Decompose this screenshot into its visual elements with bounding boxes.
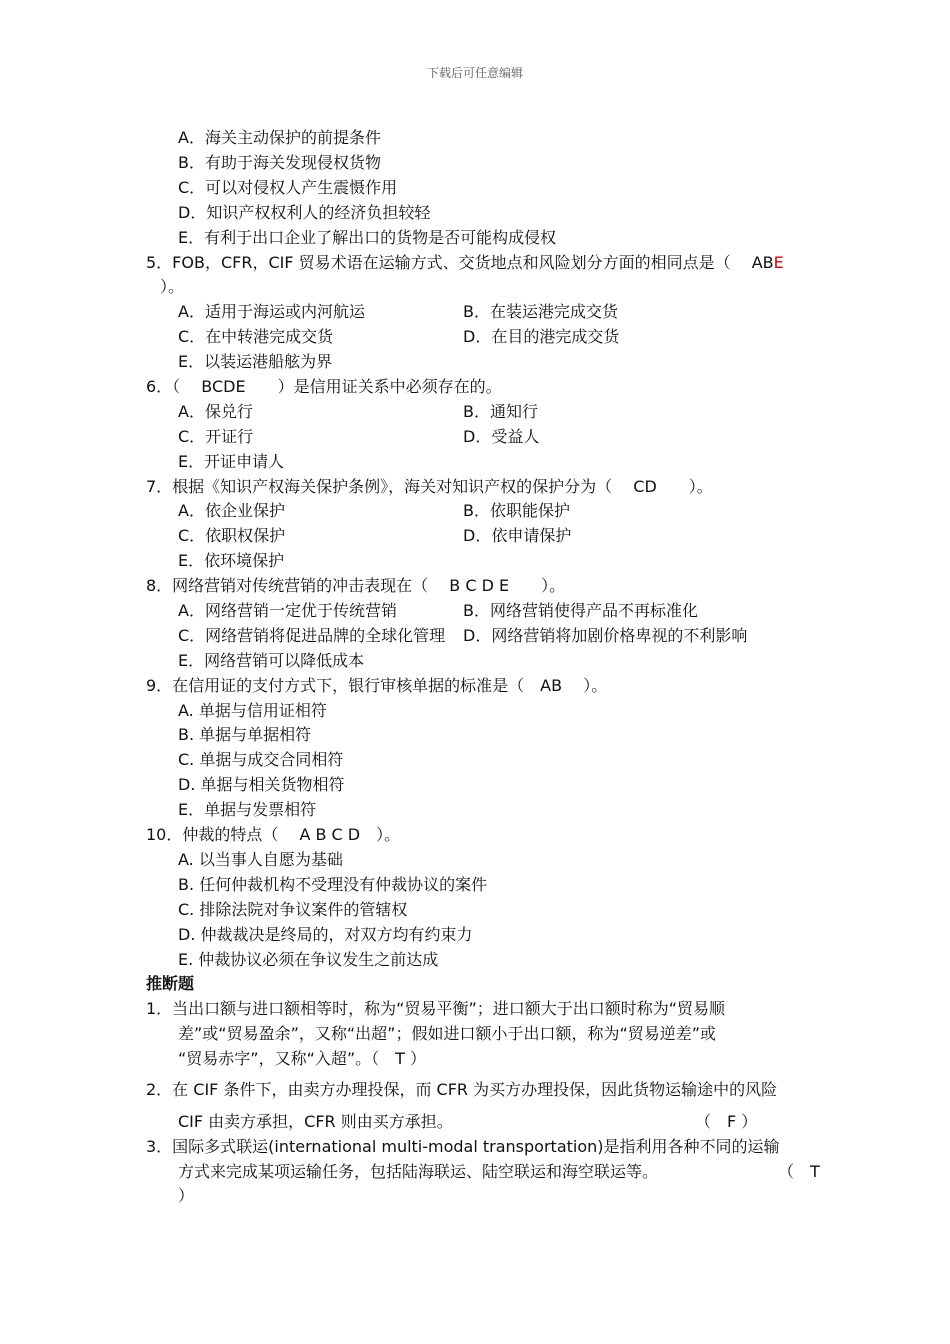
q5-option-c: C．在中转港完成交货: [178, 327, 334, 346]
judgment-section-title: 推断题: [146, 974, 195, 993]
q5-answer-red: E: [773, 253, 784, 272]
q10-option-b: B. 任何仲裁机构不受理没有仲裁协议的案件: [178, 875, 488, 894]
q8-option-e: E．网络营销可以降低成本: [178, 651, 365, 670]
j1-line-1: 1．当出口额与进口额相等时，称为“贸易平衡”；进口额大于出口额时称为“贸易顺: [146, 999, 726, 1018]
j3-line-1: 3．国际多式联运(international multi-modal transportation)是指利用各种不同的运输: [146, 1137, 780, 1156]
q7-option-e: E．依环境保护: [178, 551, 285, 570]
q5-option-e: E．以装运港船舷为界: [178, 352, 333, 371]
j3-answer-close: ）: [178, 1186, 195, 1205]
q10-option-c: C. 排除法院对争议案件的管辖权: [178, 900, 408, 919]
j1-line-2: 差”或“贸易盈余”，又称“出超”；假如进口额小于出口额，称为“贸易逆差”或: [178, 1024, 717, 1043]
j3-line-2: 方式来完成某项运输任务，包括陆海联运、陆空联运和海空联运等。: [178, 1162, 659, 1181]
q10-option-d: D. 仲裁裁决是终局的，对双方均有约束力: [178, 925, 473, 944]
q7-option-a: A．依企业保护: [178, 501, 285, 520]
q9-option-e: E．单据与发票相符: [178, 800, 317, 819]
j3-answer: （ T: [778, 1162, 820, 1181]
q10-option-a: A. 以当事人自愿为基础: [178, 850, 343, 869]
j1-line-3: “贸易赤字”，又称“入超”。（ T ）: [178, 1049, 427, 1068]
q5-option-b: B．在装运港完成交货: [463, 302, 618, 321]
q10-option-e: E. 仲裁协议必须在争议发生之前达成: [178, 950, 439, 969]
q9-stem: 9．在信用证的支付方式下，银行审核单据的标准是（ AB ）。: [146, 676, 608, 695]
q9-option-d: D. 单据与相关货物相符: [178, 775, 345, 794]
q8-option-d: D．网络营销将加剧价格卑视的不利影响: [463, 626, 748, 645]
q4-option-c: C．可以对侵权人产生震慑作用: [178, 178, 398, 197]
q5-stem-text: 5．FOB，CFR，CIF 贸易术语在运输方式、交货地点和风险划分方面的相同点是（ AB: [146, 253, 774, 272]
q6-option-a: A．保兑行: [178, 402, 253, 421]
q8-option-c: C．网络营销将促进品牌的全球化管理: [178, 626, 446, 645]
q6-option-e: E．开证申请人: [178, 452, 285, 471]
q4-option-e: E．有利于出口企业了解出口的货物是否可能构成侵权: [178, 228, 557, 247]
q7-option-d: D．依申请保护: [463, 526, 572, 545]
q5-option-a: A．适用于海运或内河航运: [178, 302, 365, 321]
j2-answer: （ F ）: [695, 1112, 758, 1131]
page-header: 下载后可任意编辑: [426, 66, 523, 80]
q6-stem: 6．（ BCDE ）是信用证关系中必须存在的。: [146, 377, 502, 396]
q5-stem: [146, 253, 784, 273]
q6-option-d: D．受益人: [463, 427, 540, 446]
q7-option-b: B．依职能保护: [463, 501, 570, 520]
q4-option-a: A．海关主动保护的前提条件: [178, 128, 381, 147]
j2-line-2: CIF 由卖方承担，CFR 则由买方承担。: [178, 1112, 453, 1131]
q9-option-a: A. 单据与信用证相符: [178, 701, 327, 720]
q8-stem: 8．网络营销对传统营销的冲击表现在（ B C D E ）。: [146, 576, 566, 595]
q8-option-b: B．网络营销使得产品不再标准化: [463, 601, 698, 620]
q5-stem-continued: ）。: [160, 277, 185, 296]
q9-option-b: B. 单据与单据相符: [178, 725, 312, 744]
q8-option-a: A．网络营销一定优于传统营销: [178, 601, 397, 620]
q7-option-c: C．依职权保护: [178, 526, 286, 545]
q7-stem: 7．根据《知识产权海关保护条例》，海关对知识产权的保护分为（ CD ）。: [146, 477, 713, 496]
q6-option-c: C．开证行: [178, 427, 254, 446]
q10-stem: 10．仲裁的特点（ A B C D ）。: [146, 825, 401, 844]
q4-option-d: D．知识产权权利人的经济负担较轻: [178, 203, 431, 222]
j2-line-1: 2．在 CIF 条件下，由卖方办理投保，而 CFR 为买方办理投保，因此货物运输途中的风险: [146, 1080, 778, 1099]
q4-option-b: B．有助于海关发现侵权货物: [178, 153, 381, 172]
q5-option-d: D．在目的港完成交货: [463, 327, 620, 346]
q9-option-c: C. 单据与成交合同相符: [178, 750, 344, 769]
q6-option-b: B．通知行: [463, 402, 538, 421]
